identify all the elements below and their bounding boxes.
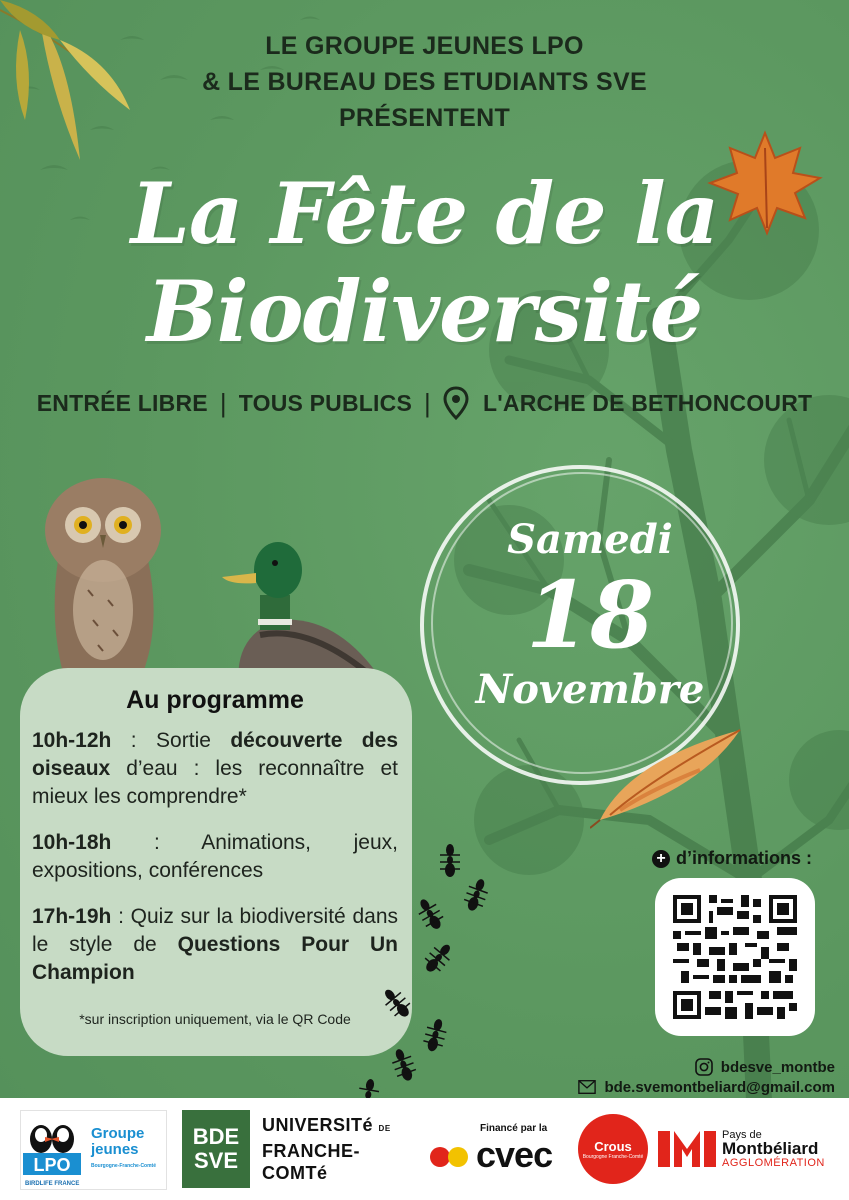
lpo-mark-text: LPO (33, 1155, 71, 1175)
lpo-caption: BIRDLIFE FRANCE (25, 1181, 80, 1187)
date-day: Samedi (507, 516, 673, 563)
program-heading: Au programme (126, 686, 304, 714)
lpo-text (91, 1126, 156, 1174)
presenter-line-3: PRÉSENTENT (338, 104, 511, 132)
pm-small: Pays de (722, 1129, 762, 1141)
qr-code-box[interactable] (655, 878, 815, 1036)
presenters-heading (0, 28, 849, 136)
event-title (0, 165, 849, 361)
qr-code-icon (673, 895, 797, 1019)
date-number: 18 (525, 561, 655, 669)
crous-name: Crous (594, 1138, 632, 1154)
ufc-line-2: FRANCHE-COMTé (262, 1141, 360, 1183)
owl-illustration (28, 470, 178, 700)
plus-icon: + (652, 850, 670, 868)
program-item-1-pre: : Sortie (111, 729, 231, 752)
pm-mark-icon (658, 1129, 716, 1169)
pm-big: Montbéliard (722, 1139, 819, 1158)
location-pin-icon (443, 386, 469, 420)
ufc-line-1-text: UNIVERSITé (262, 1115, 374, 1135)
cvec-dots-icon (428, 1135, 472, 1175)
separator: | (424, 387, 431, 418)
pm-text (722, 1128, 825, 1170)
audience-label: TOUS PUBLICS (238, 389, 412, 416)
program-item-1 (32, 727, 398, 811)
bde-line-2: SVE (193, 1148, 239, 1173)
program-item-3 (32, 903, 398, 987)
lpo-line-2: jeunes (91, 1141, 139, 1158)
ufc-de: DE (378, 1124, 391, 1133)
email-contact[interactable] (578, 1078, 835, 1096)
presenter-line-2: & LE BUREAU DES ETUDIANTS SVE (202, 68, 647, 96)
cvec-word: cvec (476, 1133, 553, 1175)
more-info-text: d’informations : (676, 848, 812, 868)
pm-red: AGGLOMÉRATION (722, 1157, 825, 1169)
instagram-contact[interactable] (695, 1058, 835, 1076)
program-item-3-time: 17h-19h (32, 905, 112, 928)
crous-logo (578, 1110, 650, 1188)
cvec-logo (428, 1110, 568, 1188)
ufc-logo (262, 1110, 422, 1188)
program-item-2-text: : Animations, jeux, expositions, conférences (32, 831, 398, 882)
program-item-2-time: 10h-18h (32, 831, 112, 854)
mail-icon (578, 1078, 596, 1096)
entry-label: ENTRÉE LIBRE (36, 389, 208, 416)
event-date (420, 515, 760, 715)
crous-circle (578, 1114, 648, 1184)
program-item-3-pre: : Quiz sur la biodiversité dans le style de (32, 905, 398, 956)
info-bar (0, 386, 849, 420)
title-line-2: Biodiversité (146, 262, 703, 361)
instagram-handle: bdesve_montbe (720, 1058, 835, 1076)
crous-sub: Bourgogne Franche-Comté (582, 1153, 644, 1160)
lpo-region: Bourgogne-Franche-Comté (91, 1163, 156, 1169)
more-info-label (652, 848, 812, 869)
email-address: bde.svemontbeliard@gmail.com (604, 1078, 835, 1096)
instagram-icon (695, 1058, 713, 1076)
feather-decoration (590, 720, 755, 830)
location-label: L'ARCHE DE BETHONCOURT (482, 389, 813, 416)
lpo-line-1: Groupe (91, 1125, 145, 1142)
program-item-1-post: d’eau : les reconnaître et mieux les comprendre* (32, 757, 398, 808)
pays-montbeliard-logo (658, 1110, 838, 1188)
date-month: Novembre (475, 666, 705, 713)
presenter-line-1: LE GROUPE JEUNES LPO (265, 32, 584, 60)
program-item-1-bold: découverte des oiseaux (32, 729, 398, 780)
bde-line-1: BDE (192, 1124, 240, 1149)
title-line-1: La Fête de la (130, 164, 719, 263)
ants-decoration (350, 830, 510, 1100)
ufc-line-1 (262, 1114, 391, 1140)
lpo-logo (20, 1110, 167, 1190)
separator: | (219, 387, 227, 418)
program-item-1-time: 10h-12h (32, 729, 112, 752)
bde-sve-logo (182, 1110, 250, 1188)
sponsor-footer (0, 1098, 849, 1200)
cvec-row (428, 1134, 552, 1176)
cvec-caption: Financé par la (480, 1122, 548, 1134)
program-item-2 (32, 829, 398, 885)
program-note: *sur inscription uniquement, via le QR Code (79, 1011, 351, 1027)
program-item-3-bold: Questions Pour Un Champion (32, 933, 398, 984)
puffin-logo-icon (21, 1113, 85, 1187)
